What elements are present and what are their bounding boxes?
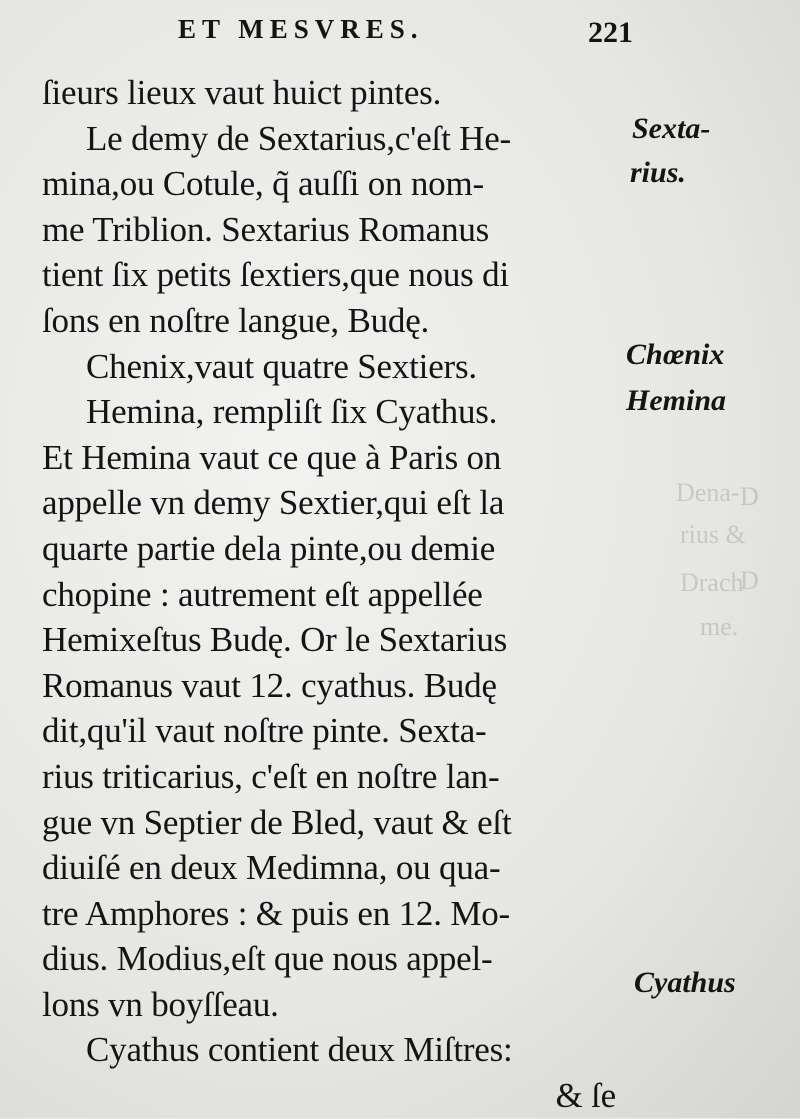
text-line: Et Hemina vaut ce que à Paris on [42, 437, 502, 477]
text-line: appelle vn demy Sextier,qui eſt la [42, 483, 505, 523]
margin-note-sextarius-cont: rius. [630, 156, 686, 189]
text-line: tient ſix petits ſextiers,que nous di [42, 255, 509, 295]
show-through-text: me. [700, 612, 739, 641]
text-line: dius. Modius,eſt que nous appel- [42, 939, 493, 979]
show-through-text: Drach [680, 568, 744, 597]
text-line: Hemixeſtus Budę. Or le Sextarius [42, 620, 508, 660]
text-line: lons vn boyſſeau. [42, 984, 279, 1024]
page-number: 221 [588, 16, 633, 49]
text-line: dit,qu'il vaut noſtre pinte. Sexta- [42, 711, 487, 751]
page-header [0, 6, 800, 49]
text-line: gue vn Septier de Bled, vaut & eſt [42, 802, 512, 842]
margin-note-sextarius: Sexta- [632, 112, 711, 145]
text-line: rius triticarius, c'eſt en noſtre lan- [42, 756, 500, 796]
text-line: tre Amphores : & puis en 12. Mo- [42, 893, 510, 933]
show-through-text: Dena- [676, 478, 740, 507]
show-through-text: D [740, 482, 759, 511]
margin-note-choenix: Chœnix [626, 338, 725, 371]
text-line: ſieurs lieux vaut huict pintes. [42, 73, 442, 112]
text-line: quarte partie dela pinte,ou demie [42, 528, 496, 568]
text-line: Romanus vaut 12. cyathus. Budę [42, 665, 497, 705]
text-line: Le demy de Sextarius,c'eſt He- [86, 118, 512, 158]
text-line: mina,ou Cotule, q̃ auſſi on nom- [42, 164, 484, 204]
text-line: chopine : autrement eſt appellée [42, 574, 483, 614]
show-through-text: rius & [680, 520, 746, 549]
text-line: ſons en noſtre langue, Budę. [42, 300, 430, 340]
catchword: & ſe [555, 1076, 616, 1116]
body-text [42, 70, 622, 1119]
text-line: me Triblion. Sextarius Romanus [42, 209, 490, 249]
text-line: Cyathus contient deux Miſtres: [86, 1030, 513, 1070]
show-through-text: D [740, 566, 759, 595]
text-line: Chenix,vaut quatre Sextiers. [86, 346, 477, 386]
running-title: ET MESVRES. [178, 14, 424, 44]
margin-note-cyathus: Cyathus [634, 966, 736, 999]
margin-note-hemina: Hemina [626, 384, 727, 417]
text-line: diuiſé en deux Medimna, ou qua- [42, 848, 501, 888]
text-line: Hemina, rempliſt ſix Cyathus. [86, 392, 498, 432]
